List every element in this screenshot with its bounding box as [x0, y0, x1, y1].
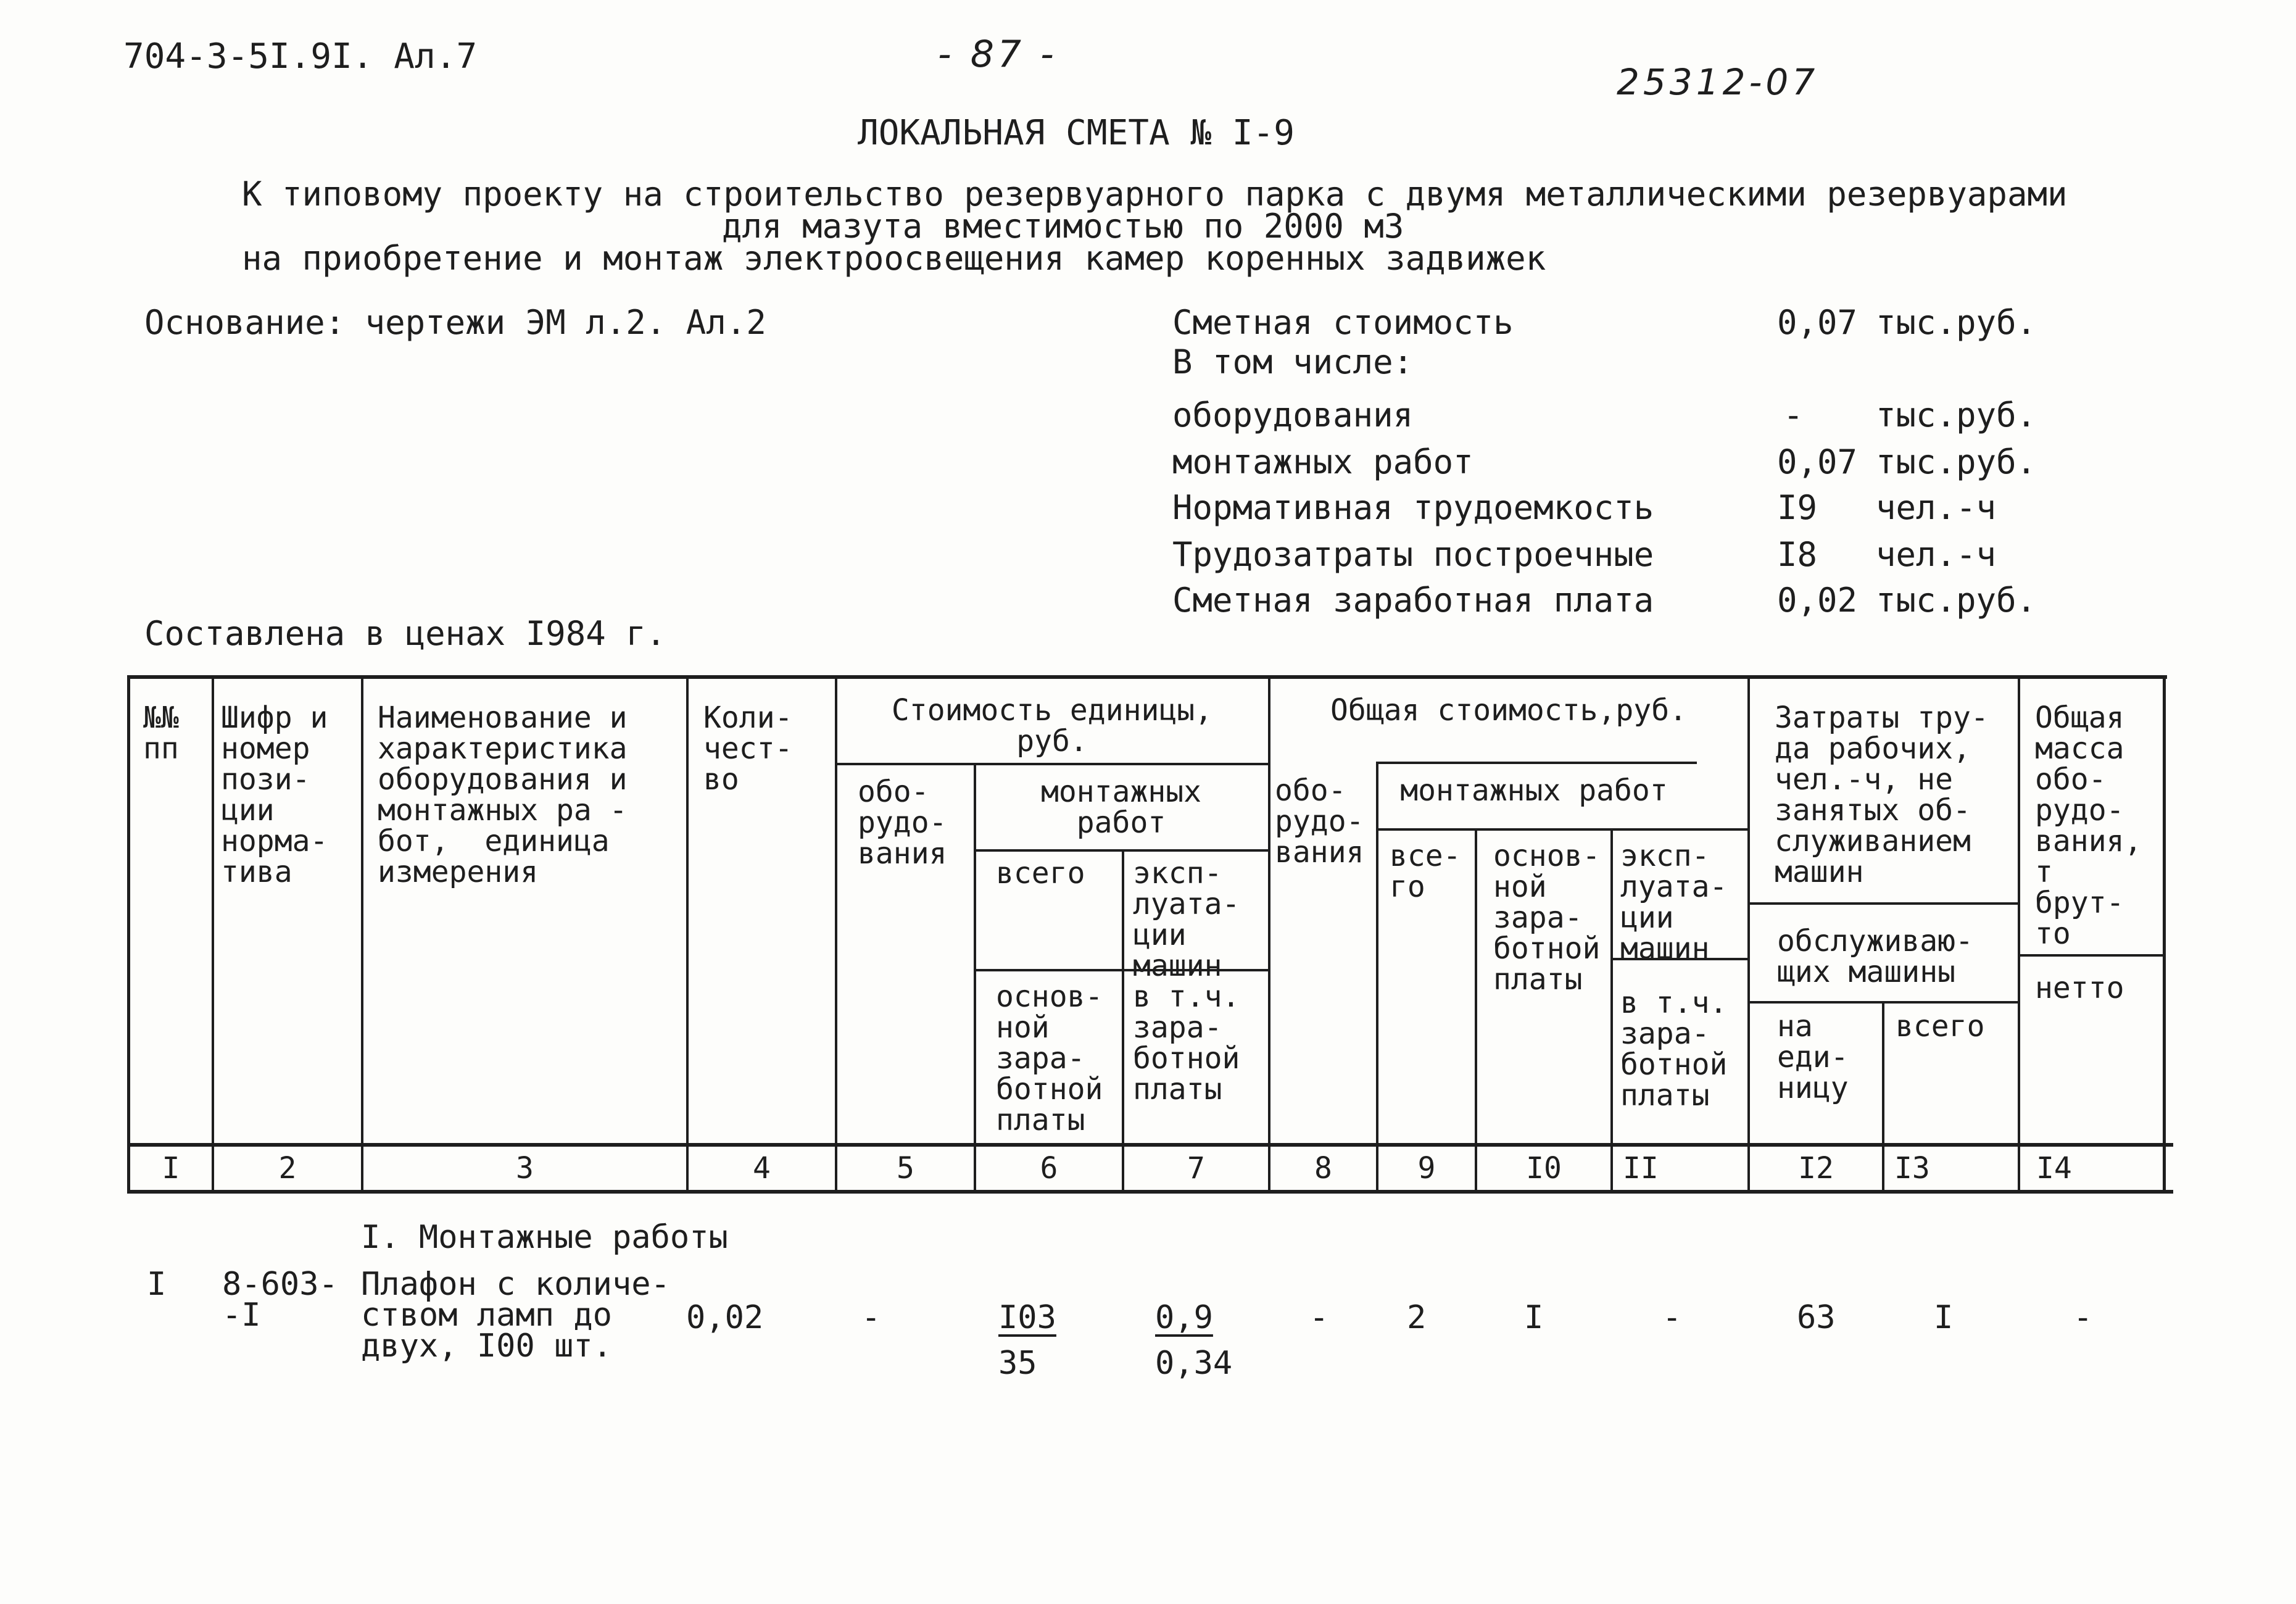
header-labor-machines: обслуживаю- щих машины	[1777, 924, 1973, 989]
summary-wage-label: Сметная заработная плата	[1172, 581, 1654, 620]
column-number: I2	[1798, 1151, 1834, 1186]
row-mass: -	[2073, 1299, 2093, 1336]
column-number: 2	[278, 1151, 297, 1186]
table-top-border	[127, 675, 2167, 679]
header-unit-install: монтажных работ	[1040, 775, 1202, 840]
row-labor-per-unit: 63	[1797, 1299, 1836, 1336]
col-line-14	[2163, 675, 2166, 1194]
summary-cost-unit: тыс.руб.	[1876, 303, 2037, 342]
header-total-cost: Общая стоимость,руб.	[1330, 693, 1687, 728]
row-number: I	[147, 1266, 167, 1303]
row-quantity: 0,02	[686, 1299, 764, 1336]
summary-norm-label: Нормативная трудоемкость	[1172, 488, 1654, 527]
header-unit-machine-wage: в т.ч. зара- ботной платы	[1133, 979, 1240, 1107]
summary-equipment-value: -	[1783, 396, 1804, 434]
header-number: №№ пп	[143, 700, 179, 766]
column-number: 6	[1040, 1151, 1058, 1186]
column-number: I3	[1894, 1151, 1930, 1186]
summary-norm-unit: чел.-ч	[1876, 488, 1997, 527]
summary-cost-value: 0,07	[1777, 303, 1858, 342]
header-total-install-wage: основ- ной зара- ботной платы	[1493, 839, 1601, 997]
header-labor-total: всего	[1896, 1009, 1985, 1044]
row-name: Плафон с количе- ством ламп до двух, I00 шт.	[361, 1266, 670, 1365]
header-total-equipment: обо- рудо- вания	[1275, 773, 1364, 870]
column-number: 3	[516, 1151, 534, 1186]
summary-labor-unit: чел.-ч	[1876, 535, 1997, 574]
row-total-wage: I	[1524, 1299, 1544, 1336]
labor-subheader-line	[1747, 902, 2018, 905]
summary-wage-value: 0,02	[1777, 581, 1858, 620]
header-total-install-all: все- го	[1390, 839, 1461, 904]
header-total-install: монтажных работ	[1400, 773, 1668, 808]
column-number: I4	[2036, 1151, 2072, 1186]
col-line-5	[974, 764, 976, 1194]
header-labor: Затраты тру- да рабочих, чел.-ч, не занятых об- служиванием машин	[1775, 700, 1989, 889]
stamp-number: 25312-07	[1617, 61, 1819, 103]
col-line-2	[361, 675, 363, 1194]
col-line-9	[1475, 829, 1477, 1194]
header-unit-machine: эксп- луата- ции машин	[1133, 856, 1240, 983]
column-number: 5	[897, 1151, 914, 1186]
col-line-6	[1122, 850, 1124, 1194]
summary-install-value: 0,07	[1777, 443, 1858, 481]
total-install-subheader-line	[1376, 828, 1747, 831]
column-number: 9	[1417, 1151, 1436, 1186]
table-header-bottom-border	[127, 1143, 2173, 1147]
prices-text: Составлена в ценах I984 г.	[144, 614, 666, 653]
summary-including-label: В том числе:	[1172, 343, 1414, 381]
column-number: 4	[753, 1151, 771, 1186]
col-line-7	[1268, 675, 1270, 1194]
col-line-3	[686, 675, 689, 1194]
subtitle-line-2: для мазута вместимостью по 2000 м3	[722, 207, 1404, 246]
col-line-1	[212, 675, 214, 1194]
summary-cost-label: Сметная стоимость	[1172, 303, 1514, 342]
summary-equipment-unit: тыс.руб.	[1876, 396, 2037, 434]
header-quantity: Коли- чест- во	[703, 700, 793, 797]
table-number-row-border	[127, 1190, 2173, 1194]
labor-machines-subheader-line	[1747, 1001, 2018, 1004]
header-mass-net: нетто	[2035, 971, 2124, 1005]
header-mass: Общая масса обо- рудо- вания, т брут- то	[2035, 700, 2142, 951]
column-number: 8	[1314, 1151, 1332, 1186]
summary-labor-label: Трудозатраты построечные	[1172, 535, 1654, 574]
column-number: 7	[1187, 1151, 1205, 1186]
mass-subheader-line	[2018, 954, 2166, 957]
row-total-install: 2	[1407, 1299, 1427, 1336]
col-line-4	[835, 675, 837, 1194]
document-code: 704-3-5I.9I. Ал.7	[123, 36, 478, 77]
unit-install-subheader-line	[974, 849, 1268, 852]
col-line-0	[127, 675, 130, 1194]
row-total-machine: -	[1662, 1299, 1682, 1336]
header-total-machine: эксп- луата- ции машин	[1620, 839, 1728, 966]
subtitle-line-3: на приобретение и монтаж электроосвещения камер коренных задвижек	[242, 239, 1546, 278]
unit-cost-subheader-line	[835, 763, 1268, 765]
page-title: ЛОКАЛЬНАЯ СМЕТА № I-9	[858, 113, 1295, 153]
col-line-11	[1747, 675, 1750, 1194]
total-cost-subheader-line	[1376, 762, 1697, 764]
basis-text: Основание: чертежи ЭМ л.2. Ал.2	[144, 303, 766, 342]
header-unit-cost: Стоимость единицы, руб.	[891, 693, 1213, 758]
summary-labor-value: I8	[1777, 535, 1818, 574]
col-line-13	[2018, 675, 2020, 1194]
header-unit-install-total: всего	[996, 856, 1085, 891]
section-title: I. Монтажные работы	[361, 1219, 728, 1256]
summary-install-unit: тыс.руб.	[1876, 443, 2037, 481]
column-number: I0	[1526, 1151, 1562, 1186]
row-unit-install-total: I03	[998, 1299, 1056, 1336]
col-line-12	[1882, 1002, 1884, 1194]
header-name: Наименование и характеристика оборудования и монтажных ра - бот, единица измерения	[378, 700, 628, 889]
row-total-equipment: -	[1309, 1299, 1329, 1336]
column-number: I	[162, 1151, 180, 1186]
page-number: - 87 -	[938, 33, 1058, 76]
header-code: Шифр и номер пози- ции норма- тива	[221, 700, 328, 889]
subtitle-line-1: К типовому проекту на строительство резервуарного парка с двумя металлическими резервуарами	[242, 175, 2068, 214]
row-unit-equipment: -	[861, 1299, 881, 1336]
header-total-machine-wage: в т.ч. зара- ботной платы	[1620, 986, 1728, 1113]
row-code: 8-603- -I	[222, 1266, 338, 1334]
row-unit-install-wage: 35	[998, 1345, 1037, 1382]
row-labor-total: I	[1934, 1299, 1954, 1336]
row-unit-machine: 0,9	[1155, 1299, 1213, 1336]
summary-norm-value: I9	[1777, 488, 1818, 527]
summary-equipment-label: оборудования	[1172, 396, 1414, 434]
header-unit-equipment: обо- рудо- вания	[858, 775, 947, 871]
header-labor-per-unit: на еди- ницу	[1777, 1009, 1849, 1105]
summary-install-label: монтажных работ	[1172, 443, 1473, 481]
header-unit-install-wage: основ- ной зара- ботной платы	[996, 979, 1103, 1137]
col-line-10	[1610, 829, 1613, 1194]
row-unit-machine-wage: 0,34	[1155, 1345, 1233, 1382]
summary-wage-unit: тыс.руб.	[1876, 581, 2037, 620]
column-number: II	[1623, 1151, 1659, 1186]
